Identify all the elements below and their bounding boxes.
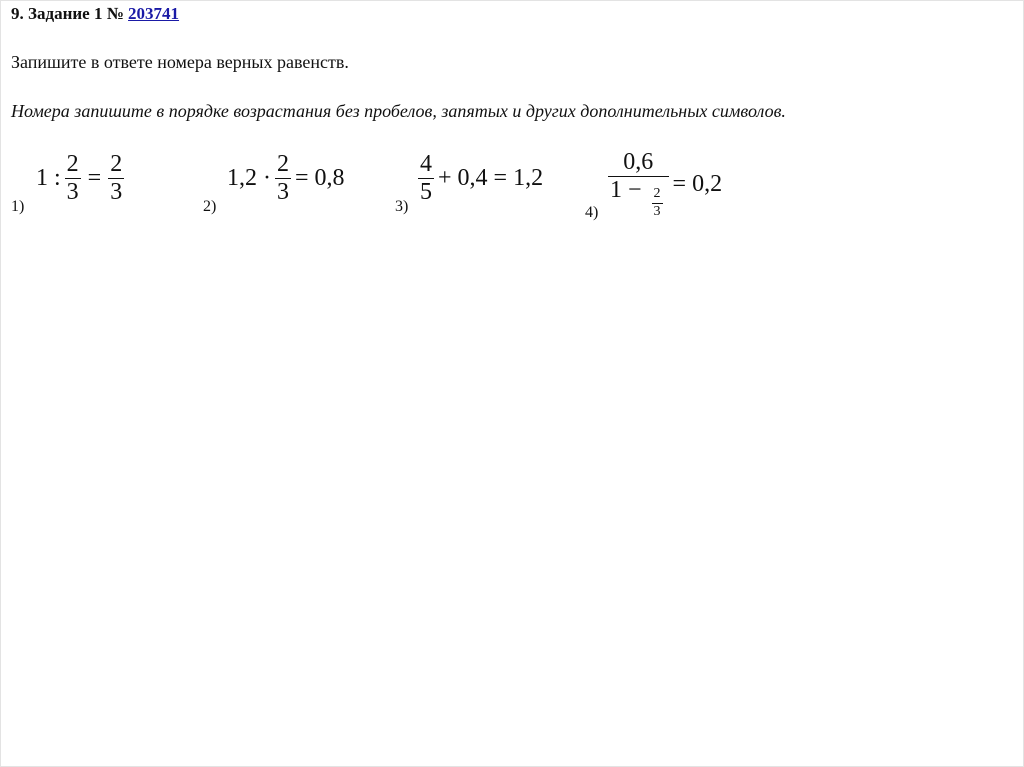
task-note: Номера запишите в порядке возрастания без пробелов, запятых и других дополнительных символов. bbox=[11, 101, 786, 121]
option-4-rhs: = 0,2 bbox=[672, 171, 723, 198]
option-1-lhs: 1 : bbox=[36, 165, 61, 192]
fraction-denominator: 3 bbox=[653, 203, 661, 219]
option-4-inner-fraction bbox=[652, 187, 663, 219]
denominator-prefix: 1 − bbox=[610, 177, 642, 204]
option-1-fraction-left bbox=[65, 152, 81, 205]
option-3-label: 3) bbox=[395, 198, 409, 215]
option-2-label: 2) bbox=[203, 198, 217, 215]
option-2-rhs: = 0,8 bbox=[295, 165, 345, 192]
option-3-equation bbox=[414, 152, 543, 205]
fraction-denominator: 3 bbox=[277, 179, 289, 206]
option-3-rhs: + 0,4 = 1,2 bbox=[438, 165, 544, 192]
option-4-equation bbox=[604, 150, 722, 220]
option-3-fraction bbox=[418, 152, 434, 205]
option-1-fraction-right bbox=[108, 152, 124, 205]
fraction-denominator: 5 bbox=[420, 179, 432, 206]
task-title bbox=[11, 4, 179, 24]
task-instruction: Запишите в ответе номера верных равенств. bbox=[11, 52, 349, 72]
fraction-numerator: 2 bbox=[277, 151, 289, 177]
fraction-denominator: 3 bbox=[66, 179, 79, 206]
task-title-prefix: 9. Задание 1 № bbox=[11, 4, 124, 23]
fraction-numerator: 0,6 bbox=[623, 149, 654, 175]
option-1-label: 1) bbox=[11, 198, 25, 215]
option-2-fraction bbox=[275, 152, 291, 205]
option-1-equation bbox=[36, 152, 128, 205]
option-4-label: 4) bbox=[585, 204, 599, 221]
fraction-numerator: 2 bbox=[66, 151, 79, 177]
equals-sign: = bbox=[87, 165, 102, 192]
fraction-numerator: 4 bbox=[420, 151, 432, 177]
fraction-numerator: 2 bbox=[110, 151, 123, 177]
task-id-link[interactable]: 203741 bbox=[128, 4, 180, 23]
option-4-fraction bbox=[608, 150, 669, 220]
option-2-lhs: 1,2 · bbox=[227, 165, 271, 192]
fraction-numerator: 2 bbox=[653, 186, 661, 202]
fraction-denominator bbox=[608, 176, 669, 219]
option-2-equation bbox=[227, 152, 345, 205]
fraction-denominator: 3 bbox=[110, 179, 123, 206]
